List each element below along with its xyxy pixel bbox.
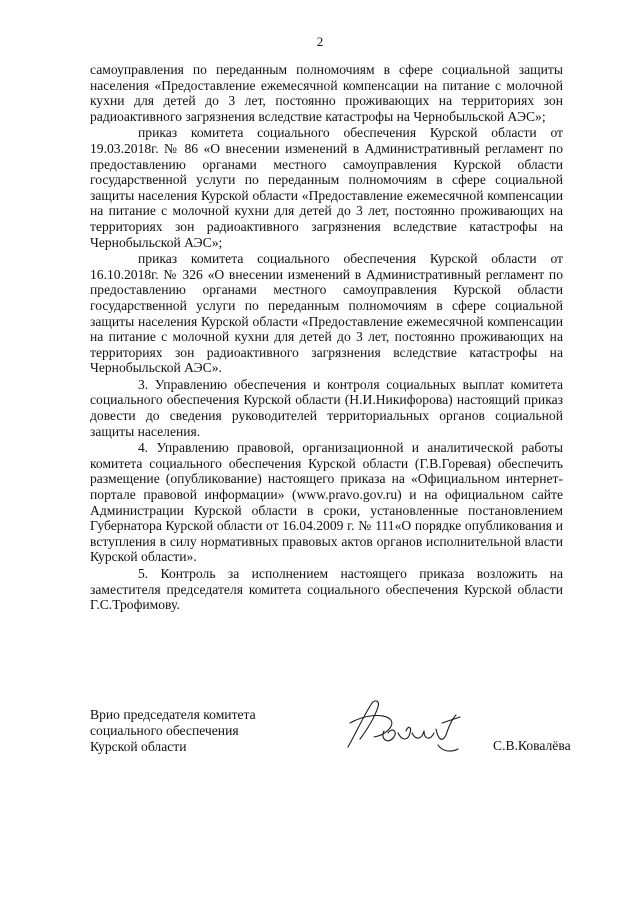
signature-block bbox=[90, 707, 590, 777]
page-number: 2 bbox=[316, 34, 324, 49]
handwritten-signature bbox=[338, 693, 468, 759]
paragraph-order-326: приказ комитета социального обеспечения Курской области от 16.10.2018г. № 326 «О внесении изменений в Административный регламент по предоставлению органами местного самоуправления Курской области государственной услуги по переданным полномочиям в сфере социальной защиты населения Курской области «Предоставление ежемесячной компенсации на питание с молочной кухни для детей до 3 лет, постоянно проживающих на территориях зон радиоактивного загрязнения вследствие катастрофы на Чернобыльской АЭС». bbox=[90, 251, 563, 376]
paragraph-order-86: приказ комитета социального обеспечения Курской области от 19.03.2018г. № 86 «О внесении изменений в Административный регламент по предоставлению органами местного самоуправления Курской области государственной услуги по переданным полномочиям в сфере социальной защиты населения Курской области «Предоставление ежемесячной компенсации на питание с молочной кухни для детей до 3 лет, постоянно проживающих на территориях зон радиоактивного загрязнения вследствие катастрофы на Чернобыльской АЭС»; bbox=[90, 125, 563, 250]
signatory-title-line: социального обеспечения bbox=[90, 722, 239, 738]
signatory-title-line: Врио председателя комитета bbox=[90, 707, 256, 722]
document-body bbox=[90, 62, 563, 613]
paragraph-item-5: 5. Контроль за исполнением настоящего приказа возложить на заместителя председателя комитета социального обеспечения Курской области Г.С.Трофимову. bbox=[90, 566, 563, 613]
signatory-name: С.В.Ковалёва bbox=[493, 738, 571, 753]
signatory-title-line: Курской области bbox=[90, 738, 187, 754]
paragraph-continuation: самоуправления по переданным полномочиям в сфере социальной защиты населения «Предоставление ежемесячной компенсации на питание с молочной кухни для детей до 3 лет, постоянно проживающих на территориях зон радиоактивного загрязнения вследствие катастрофы на Чернобыльской АЭС»; bbox=[90, 62, 563, 124]
paragraph-item-4: 4. Управлению правовой, организационной и аналитической работы комитета социального обеспечения Курской области (Г.В.Горевая) обеспечить размещение (опубликование) настоящего приказа на «Официальном интернет-портале правовой информации» (www.pravo.gov.ru) и на официальном сайте Администрации Курской области в сроки, установленные постановлением Губернатора Курской области от 16.04.2009 г. № 111«О порядке опубликования и вступления в силу нормативных правовых актов органов исполнительной власти Курской области». bbox=[90, 440, 563, 565]
paragraph-item-3: 3. Управлению обеспечения и контроля социальных выплат комитета социального обеспечения Курской области (Н.И.Никифорова) настоящий приказ довести до сведения руководителей территориальных органов социальной защиты населения. bbox=[90, 376, 563, 439]
